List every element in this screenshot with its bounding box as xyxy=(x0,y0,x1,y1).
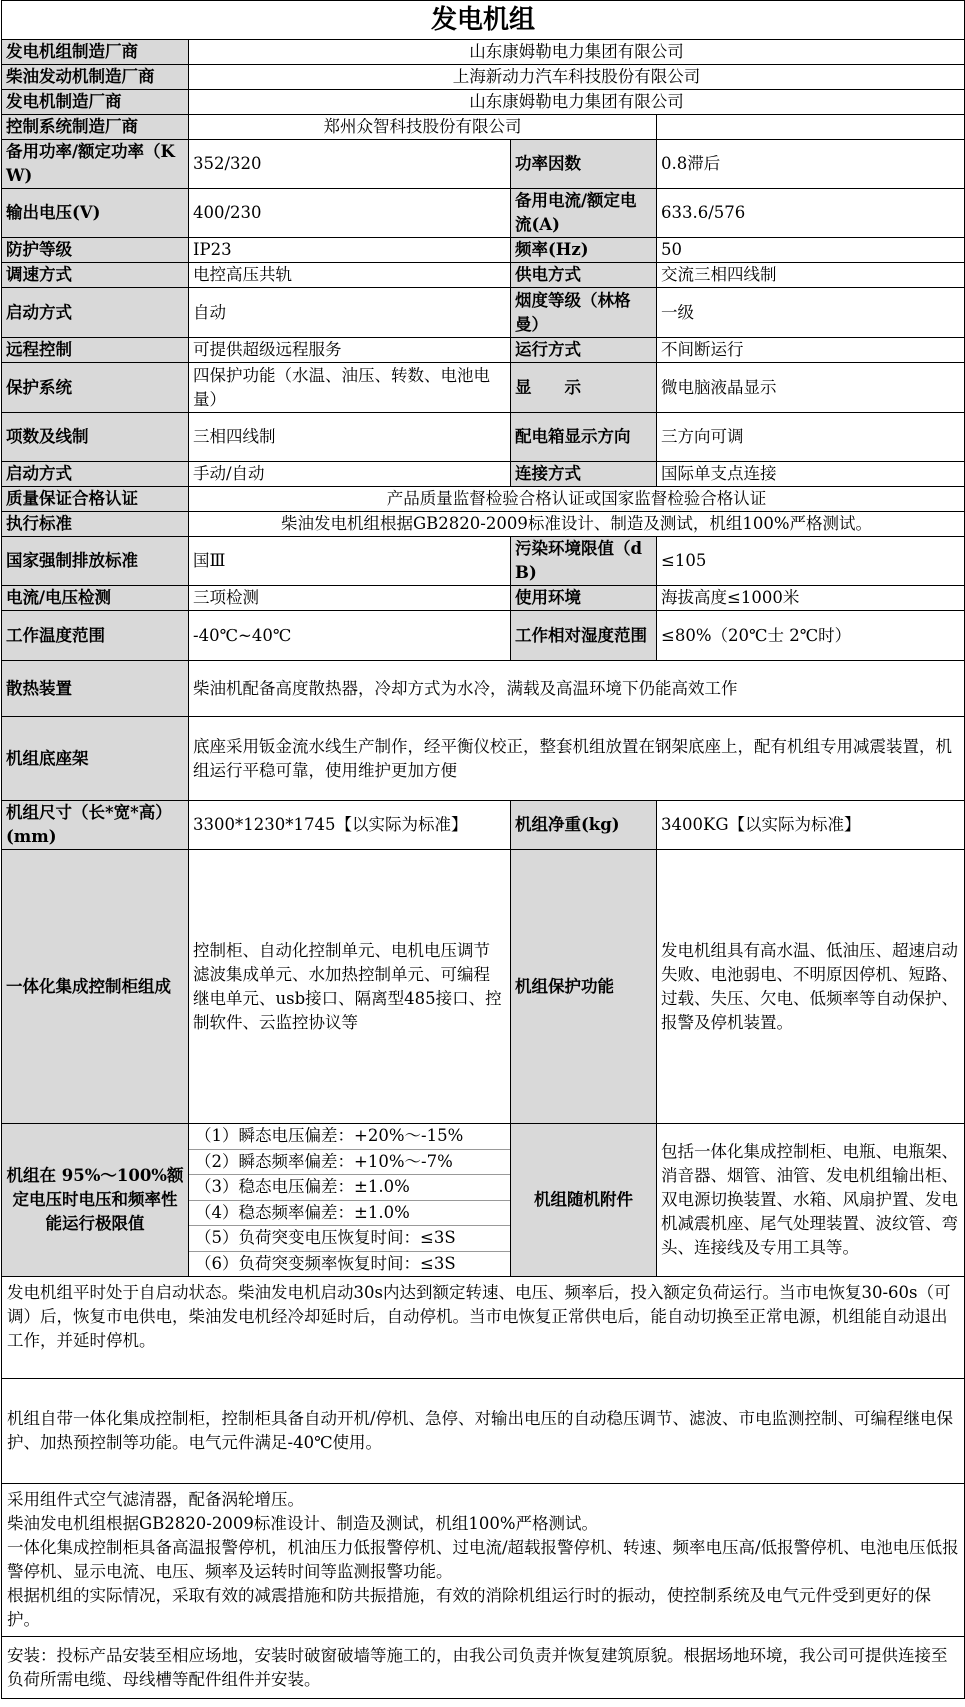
protect-system-label: 保护系统 xyxy=(2,363,189,413)
frequency-label: 频率(Hz) xyxy=(511,238,657,263)
start-mode-value: 手动/自动 xyxy=(189,462,511,487)
performance-item: （3）稳态电压偏差：±1.0% xyxy=(189,1175,510,1201)
current-label: 备用电流/额定电流(A) xyxy=(511,189,657,238)
environment-label: 使用环境 xyxy=(511,586,657,611)
weight-value: 3400KG【以实际为标准】 xyxy=(657,801,965,850)
run-mode-label: 运行方式 xyxy=(511,338,657,363)
environment-value: 海拔高度≤1000米 xyxy=(657,586,965,611)
voltage-value: 400/230 xyxy=(189,189,511,238)
gen-set-maker-label: 发电机组制造厂商 xyxy=(2,40,189,65)
gen-set-maker-value: 山东康姆勒电力集团有限公司 xyxy=(189,40,965,65)
phase-value: 三相四线制 xyxy=(189,413,511,462)
blank-cell xyxy=(657,115,965,140)
remote-label: 远程控制 xyxy=(2,338,189,363)
misc-note: 根据机组的实际情况，采取有效的减震措施和防共振措施，有效的消除机组运行时的振动，使控制系统及电气元件受到更好的保护。 xyxy=(7,1586,931,1629)
standard-label: 执行标准 xyxy=(2,512,189,537)
humidity-value: ≤80%（20℃士 2℃时） xyxy=(657,611,965,661)
start-value: 自动 xyxy=(189,288,511,338)
size-label: 机组尺寸（长*宽*高）(mm) xyxy=(2,801,189,850)
detect-value: 三项检测 xyxy=(189,586,511,611)
performance-item: （2）瞬态频率偏差：+10%～-7% xyxy=(189,1150,510,1176)
standard-value: 柴油发电机组根据GB2820-2009标准设计、制造及测试，机组100%严格测试。 xyxy=(189,512,965,537)
smoke-label: 烟度等级（林格曼） xyxy=(511,288,657,338)
temp-label: 工作温度范围 xyxy=(2,611,189,661)
temp-value: -40℃~40℃ xyxy=(189,611,511,661)
base-label: 机组底座架 xyxy=(2,717,189,801)
weight-label: 机组净重(kg) xyxy=(511,801,657,850)
protection-label: 防护等级 xyxy=(2,238,189,263)
install-note: 安装：投标产品安装至相应场地，安装时破窗破墙等施工的，由我公司负责并恢复建筑原貌。根据场地环境，我公司可提供连接至负荷所需电缆、母线槽等配件组件并安装。 xyxy=(2,1637,965,1699)
control-maker-value: 郑州众智科技股份有限公司 xyxy=(189,115,657,140)
power-factor-label: 功率因数 xyxy=(511,140,657,189)
quality-value: 产品质量监督检验合格认证或国家监督检验合格认证 xyxy=(189,487,965,512)
misc-note: 柴油发电机组根据GB2820-2009标准设计、制造及测试，机组100%严格测试。 xyxy=(7,1514,599,1533)
controller-value: 控制柜、自动化控制单元、电机电压调节滤波集成单元、水加热控制单元、可编程继电单元、usb接口、隔离型485接口、控制软件、云监控协议等 xyxy=(189,850,511,1124)
protection-function-label: 机组保护功能 xyxy=(511,850,657,1124)
display-label: 显 示 xyxy=(511,363,657,413)
alternator-maker-label: 发电机制造厂商 xyxy=(2,90,189,115)
governor-value: 电控高压共轨 xyxy=(189,263,511,288)
start-label: 启动方式 xyxy=(2,288,189,338)
misc-notes xyxy=(2,1484,965,1637)
voltage-label: 输出电压(V) xyxy=(2,189,189,238)
alternator-maker-value: 山东康姆勒电力集团有限公司 xyxy=(189,90,965,115)
noise-limit-label: 污染环境限值（dB) xyxy=(511,537,657,586)
size-value: 3300*1230*1745【以实际为标准】 xyxy=(189,801,511,850)
performance-item: （5）负荷突变电压恢复时间：≤3S xyxy=(189,1226,510,1252)
engine-maker-value: 上海新动力汽车科技股份有限公司 xyxy=(189,65,965,90)
protection-function-value: 发电机组具有高水温、低油压、超速启动失败、电池弱电、不明原因停机、短路、过载、失压、欠电、低频率等自动保护、报警及停机装置。 xyxy=(657,850,965,1124)
base-value: 底座采用钣金流水线生产制作，经平衡仪校正，整套机组放置在钢架底座上，配有机组专用减震装置，机组运行平稳可靠，使用维护更加方便 xyxy=(189,717,965,801)
sheet-title: 发电机组 xyxy=(2,1,965,40)
smoke-value: 一级 xyxy=(657,288,965,338)
supply-value: 交流三相四线制 xyxy=(657,263,965,288)
frequency-value: 50 xyxy=(657,238,965,263)
performance-item: （1）瞬态电压偏差：+20%～-15% xyxy=(189,1124,510,1150)
protection-value: IP23 xyxy=(189,238,511,263)
controller-note: 机组自带一体化集成控制柜，控制柜具备自动开机/停机、急停、对输出电压的自动稳压调节、滤波、市电监测控制、可编程继电保护、加热预控制等功能。电气元件满足-40℃使用。 xyxy=(2,1379,965,1484)
power-factor-value: 0.8滞后 xyxy=(657,140,965,189)
accessories-label: 机组随机附件 xyxy=(511,1124,657,1277)
power-value: 352/320 xyxy=(189,140,511,189)
spec-table xyxy=(1,0,965,1699)
connection-value: 国际单支点连接 xyxy=(657,462,965,487)
phase-label: 项数及线制 xyxy=(2,413,189,462)
protect-system-value: 四保护功能（水温、油压、转数、电池电量） xyxy=(189,363,511,413)
supply-label: 供电方式 xyxy=(511,263,657,288)
start-mode-label: 启动方式 xyxy=(2,462,189,487)
engine-maker-label: 柴油发动机制造厂商 xyxy=(2,65,189,90)
misc-note: 一体化集成控制柜具备高温报警停机，机油压力低报警停机、过电流/超载报警停机、转速、频率电压高/低报警停机、电池电压低报警停机、显示电流、电压、频率及运转时间等监测报警功能。 xyxy=(7,1538,959,1581)
current-value: 633.6/576 xyxy=(657,189,965,238)
display-value: 微电脑液晶显示 xyxy=(657,363,965,413)
accessories-value: 包括一体化集成控制柜、电瓶、电瓶架、消音器、烟管、油管、发电机组输出柜、双电源切换装置、水箱、风扇护置、发电机减震机座、尾气处理装置、波纹管、弯头、连接线及专用工具等。 xyxy=(657,1124,965,1277)
quality-label: 质量保证合格认证 xyxy=(2,487,189,512)
controller-label: 一体化集成控制柜组成 xyxy=(2,850,189,1124)
performance-item: （4）稳态频率偏差：±1.0% xyxy=(189,1201,510,1227)
connection-label: 连接方式 xyxy=(511,462,657,487)
humidity-label: 工作相对湿度范围 xyxy=(511,611,657,661)
remote-value: 可提供超级远程服务 xyxy=(189,338,511,363)
emission-value: 国Ⅲ xyxy=(189,537,511,586)
performance-item: （6）负荷突变频率恢复时间：≤3S xyxy=(195,1253,456,1273)
panel-direction-value: 三方向可调 xyxy=(657,413,965,462)
noise-limit-value: ≤105 xyxy=(657,537,965,586)
panel-direction-label: 配电箱显示方向 xyxy=(511,413,657,462)
cooling-label: 散热装置 xyxy=(2,661,189,717)
governor-label: 调速方式 xyxy=(2,263,189,288)
detect-label: 电流/电压检测 xyxy=(2,586,189,611)
performance-list xyxy=(189,1124,511,1277)
emission-label: 国家强制排放标准 xyxy=(2,537,189,586)
auto-start-note: 发电机组平时处于自启动状态。柴油发电机启动30s内达到额定转速、电压、频率后，投入额定负荷运行。当市电恢复30-60s（可调）后，恢复市电供电，柴油发电机经冷却延时后，自动停机。当市电恢复正常供电后，能自动切换至正常电源，机组能自动退出工作，并延时停机。 xyxy=(2,1277,965,1379)
run-mode-value: 不间断运行 xyxy=(657,338,965,363)
control-maker-label: 控制系统制造厂商 xyxy=(2,115,189,140)
misc-note: 采用组件式空气滤清器，配备涡轮增压。 xyxy=(7,1490,304,1509)
performance-label: 机组在 95%～100%额定电压时电压和频率性能运行极限值 xyxy=(2,1124,189,1277)
cooling-value: 柴油机配备高度散热器，冷却方式为水冷，满载及高温环境下仍能高效工作 xyxy=(189,661,965,717)
power-label: 备用功率/额定功率（KW) xyxy=(2,140,189,189)
